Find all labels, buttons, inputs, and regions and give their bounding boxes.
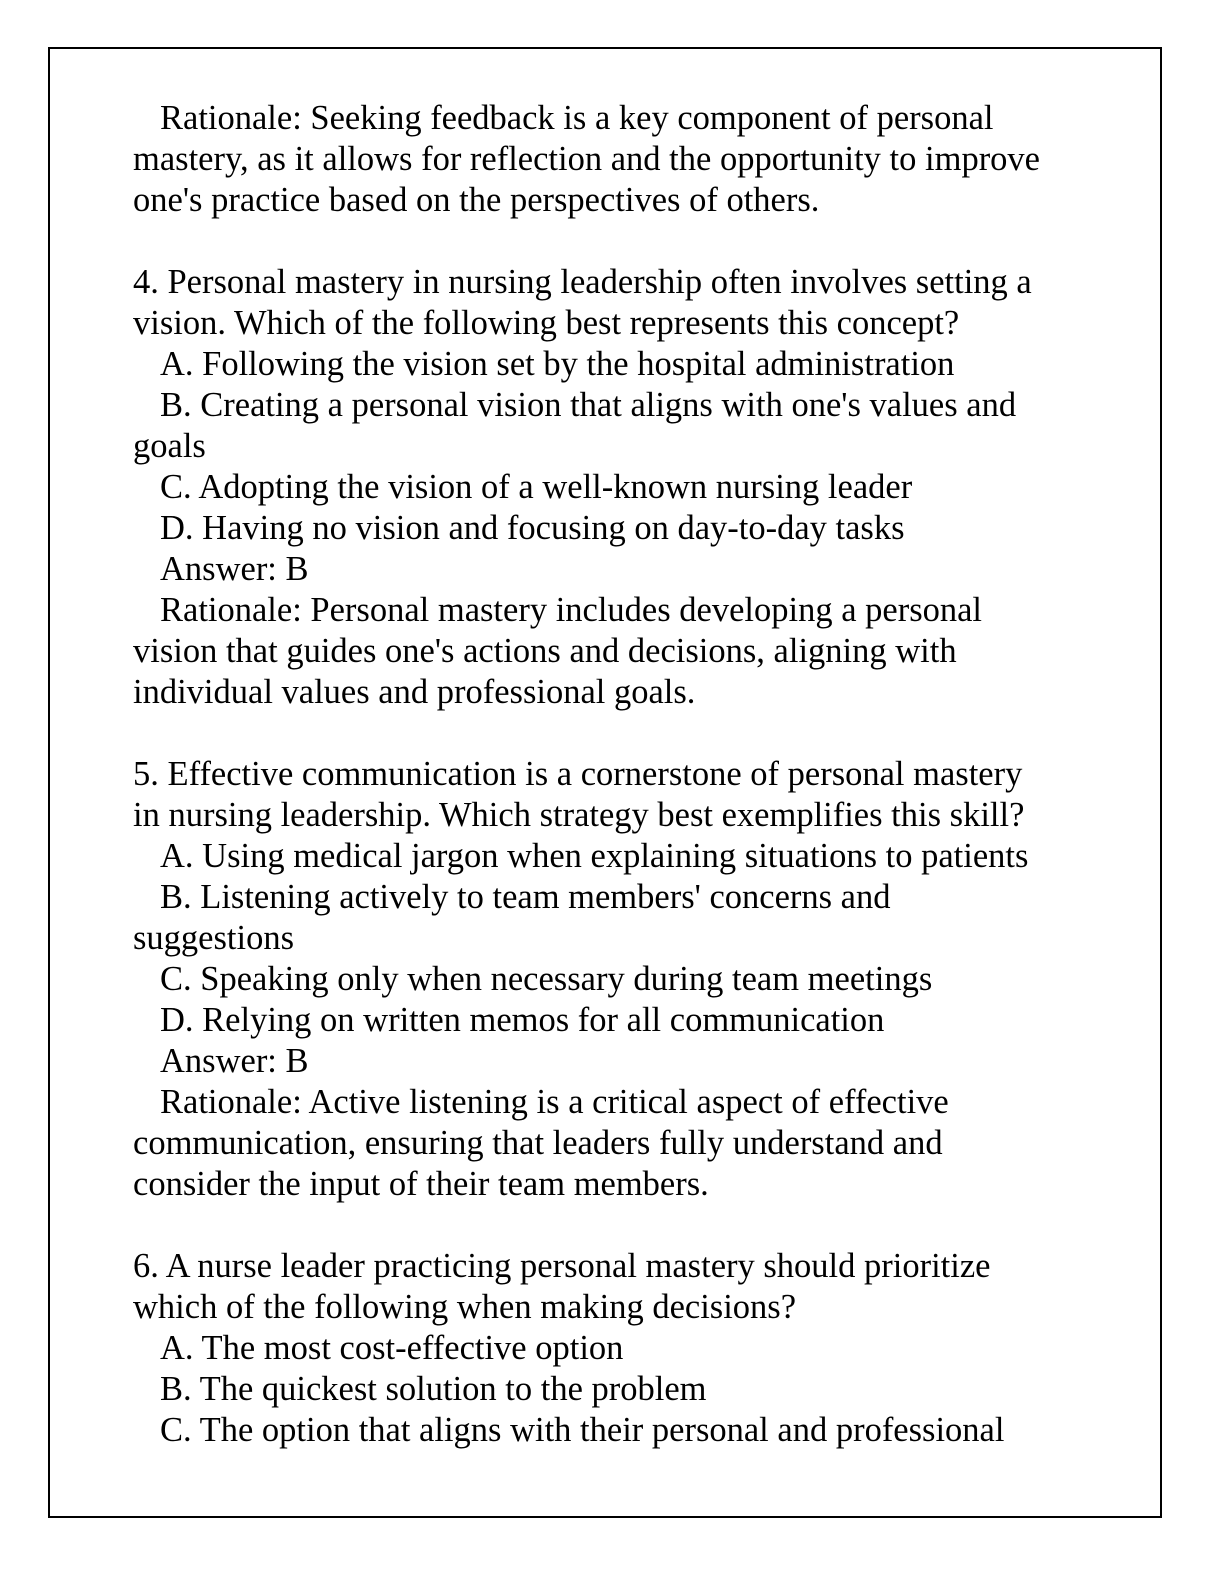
- question-stem: 6. A nurse leader practicing personal mastery should prioritize: [133, 1247, 991, 1285]
- question-stem: vision. Which of the following best represents this concept?: [133, 304, 960, 342]
- paragraph-gap: [133, 1205, 1093, 1246]
- option-c: C. The option that aligns with their personal and professional: [160, 1411, 1005, 1449]
- question-4: [133, 262, 1093, 713]
- option-c: C. Adopting the vision of a well-known nursing leader: [160, 468, 913, 506]
- option-b-wrap: goals: [133, 427, 206, 465]
- option-a: A. The most cost-effective option: [160, 1329, 624, 1367]
- option-a: A. Using medical jargon when explaining situations to patients: [160, 837, 1029, 875]
- rationale-line: vision that guides one's actions and decisions, aligning with: [133, 632, 957, 670]
- rationale-line: consider the input of their team members.: [133, 1165, 709, 1203]
- question-6: [133, 1246, 1093, 1451]
- paragraph-gap: [133, 713, 1093, 754]
- document-body: [133, 98, 1093, 1451]
- option-b: B. Listening actively to team members' concerns and: [160, 878, 891, 916]
- option-c: C. Speaking only when necessary during team meetings: [160, 960, 933, 998]
- question-5: [133, 754, 1093, 1205]
- question-stem: 4. Personal mastery in nursing leadership often involves setting a: [133, 263, 1032, 301]
- question-stem: 5. Effective communication is a cornerstone of personal mastery: [133, 755, 1023, 793]
- intro-rationale: [133, 98, 1093, 221]
- option-d: D. Relying on written memos for all communication: [160, 1001, 885, 1039]
- rationale-line: individual values and professional goals.: [133, 673, 696, 711]
- rationale-line: Rationale: Seeking feedback is a key component of personal: [160, 99, 994, 137]
- option-d: D. Having no vision and focusing on day-to-day tasks: [160, 509, 905, 547]
- paragraph-gap: [133, 221, 1093, 262]
- question-stem: in nursing leadership. Which strategy best exemplifies this skill?: [133, 796, 1025, 834]
- option-b: B. The quickest solution to the problem: [160, 1370, 707, 1408]
- rationale-line: mastery, as it allows for reflection and the opportunity to improve: [133, 140, 1040, 178]
- rationale-line: one's practice based on the perspectives of others.: [133, 181, 820, 219]
- answer: Answer: B: [160, 550, 309, 588]
- question-stem: which of the following when making decisions?: [133, 1288, 797, 1326]
- rationale-line: Rationale: Personal mastery includes developing a personal: [160, 591, 983, 629]
- option-b: B. Creating a personal vision that aligns with one's values and: [160, 386, 1017, 424]
- rationale-line: communication, ensuring that leaders fully understand and: [133, 1124, 943, 1162]
- answer: Answer: B: [160, 1042, 309, 1080]
- option-b-wrap: suggestions: [133, 919, 295, 957]
- rationale-line: Rationale: Active listening is a critical aspect of effective: [160, 1083, 949, 1121]
- option-a: A. Following the vision set by the hospital administration: [160, 345, 955, 383]
